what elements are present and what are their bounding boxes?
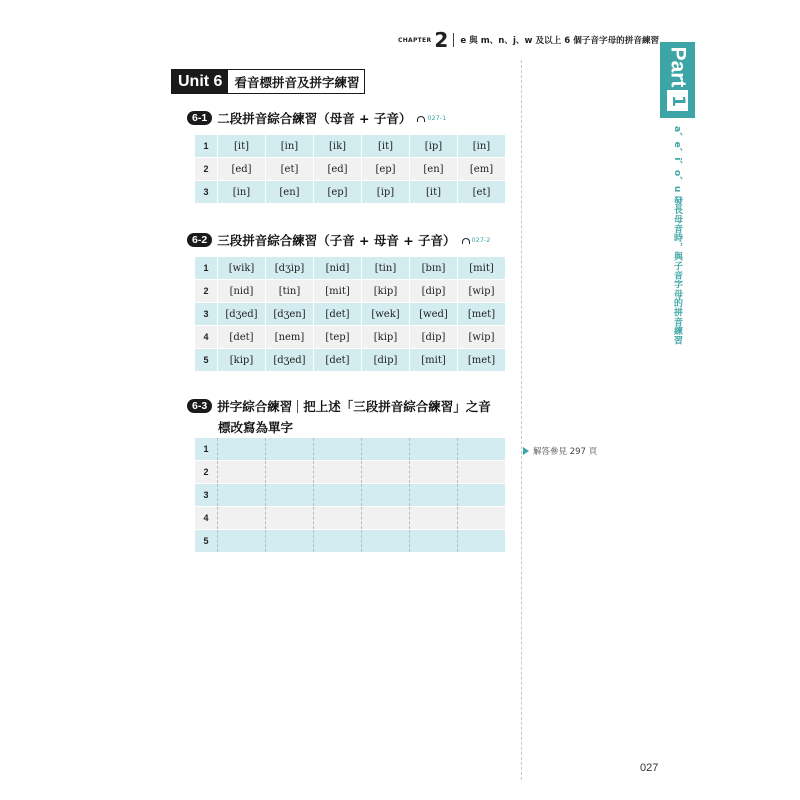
table-row [195,158,505,181]
headphone-icon [417,116,425,122]
section-badge: 6-3 [187,399,212,413]
row-number: 4 [195,326,218,349]
phonetic-cell: [it] [362,135,410,158]
phonetic-cell: [ep] [362,158,410,181]
unit-title: 看音標拼音及拼字練習 [234,74,360,90]
answer-cell[interactable] [410,530,458,553]
triangle-icon [523,447,529,455]
phonetic-cell: [dʒed] [266,349,314,372]
answer-cell[interactable] [458,530,506,553]
phonetic-cell: [bɪn] [410,257,458,280]
headphone-icon [462,238,470,244]
answer-reference-text: 解答參見 297 頁 [533,447,598,457]
section-badge: 6-2 [187,233,212,247]
phonetic-cell: [dʒip] [266,257,314,280]
chapter-separator [453,33,454,47]
phonetic-cell: [dip] [410,280,458,303]
phonetic-cell: [en] [266,181,314,204]
phonetic-cell: [tep] [314,326,362,349]
table-row [195,484,505,507]
phonetic-cell: [et] [266,158,314,181]
chapter-word: CHAPTER [398,36,432,44]
phonetic-cell: [det] [314,349,362,372]
section-6-2-heading [187,231,490,249]
row-number: 2 [195,280,218,303]
phonetic-cell: [dʒed] [218,303,266,326]
answer-cell[interactable] [410,438,458,461]
answer-cell[interactable] [314,530,362,553]
answer-cell[interactable] [362,507,410,530]
answer-reference [523,445,597,457]
table-row [195,507,505,530]
part-word: Part [666,46,690,88]
phonetic-cell: [kip] [218,349,266,372]
answer-cell[interactable] [314,461,362,484]
answer-cell[interactable] [362,438,410,461]
phonetic-cell: [en] [410,158,458,181]
phonetic-cell: [wek] [362,303,410,326]
phonetic-cell: [tin] [362,257,410,280]
answer-cell[interactable] [218,438,266,461]
phonetic-cell: [nid] [314,257,362,280]
track-number: 027-2 [471,236,491,244]
table-row [195,303,505,326]
row-number: 4 [195,507,218,530]
answer-cell[interactable] [410,484,458,507]
table-row [195,530,505,553]
phonetic-cell: [det] [218,326,266,349]
answer-cell[interactable] [218,507,266,530]
phonetic-cell: [mit] [458,257,506,280]
track-number: 027-1 [427,114,447,122]
phonetic-cell: [dip] [362,349,410,372]
page-divider [521,60,522,780]
table-row [195,181,505,204]
phonetic-cell: [det] [314,303,362,326]
table-row [195,438,505,461]
phonetic-cell: [ip] [362,181,410,204]
phonetic-cell: [in] [218,181,266,204]
answer-cell[interactable] [410,461,458,484]
section-6-1-heading [187,109,446,127]
answer-cell[interactable] [458,507,506,530]
phonetic-cell: [ip] [410,135,458,158]
chapter-number: 2 [434,28,449,52]
phonetic-cell: [nem] [266,326,314,349]
unit-heading [171,69,365,94]
phonetic-cell: [ed] [314,158,362,181]
title-separator [297,400,298,413]
section-subtitle-line2: 標改寫為單字 [218,420,294,435]
answer-cell[interactable] [266,461,314,484]
row-number: 1 [195,135,218,158]
answer-cell[interactable] [266,530,314,553]
phonetic-cell: [et] [458,181,506,204]
phonetic-cell: [met] [458,303,506,326]
phonetic-cell: [met] [458,349,506,372]
three-part-phonics-table [195,257,505,371]
phonetic-cell: [mit] [410,349,458,372]
phonetic-cell: [ep] [314,181,362,204]
phonetic-cell: [it] [410,181,458,204]
answer-cell[interactable] [362,484,410,507]
section-badge: 6-1 [187,111,212,125]
answer-cell[interactable] [458,484,506,507]
audio-track[interactable] [462,236,491,244]
answer-cell[interactable] [314,438,362,461]
part-number: 1 [667,90,688,111]
phonetic-cell: [wip] [458,326,506,349]
part-side-title: a、e、i、o、u 發長母音時，與子音字母的拼音練習 [672,126,682,345]
answer-cell[interactable] [218,461,266,484]
phonetic-cell: [wed] [410,303,458,326]
chapter-title: e 與 m、n、j、w 及以上 6 個子音字母的拼音練習 [460,36,660,46]
answer-cell[interactable] [266,507,314,530]
unit-label: Unit 6 [172,70,228,93]
answer-cell[interactable] [218,530,266,553]
row-number: 2 [195,461,218,484]
phonetic-cell: [in] [458,135,506,158]
phonetic-cell: [kip] [362,326,410,349]
phonetic-cell: [wik] [218,257,266,280]
answer-cell[interactable] [314,507,362,530]
phonetic-cell: [it] [218,135,266,158]
two-part-phonics-table [195,135,505,203]
section-subtitle: 把上述「三段拼音綜合練習」之音 [303,399,491,414]
audio-track[interactable] [417,114,446,122]
answer-cell[interactable] [362,530,410,553]
table-row [195,461,505,484]
answer-cell[interactable] [314,484,362,507]
row-number: 3 [195,303,218,326]
row-number: 5 [195,530,218,553]
phonetic-cell: [dʒen] [266,303,314,326]
phonetic-cell: [em] [458,158,506,181]
phonetic-cell: [mit] [314,280,362,303]
phonetic-cell: [dip] [410,326,458,349]
answer-cell[interactable] [362,461,410,484]
phonetic-cell: [ed] [218,158,266,181]
row-number: 3 [195,484,218,507]
phonetic-cell: [in] [266,135,314,158]
phonetic-cell: [wip] [458,280,506,303]
chapter-header [398,29,659,51]
row-number: 5 [195,349,218,372]
table-row [195,349,505,372]
table-row [195,257,505,280]
answer-cell[interactable] [410,507,458,530]
answer-cell[interactable] [458,438,506,461]
answer-cell[interactable] [458,461,506,484]
section-title: 三段拼音綜合練習（子音 + 母音 + 子音） [217,233,456,248]
row-number: 2 [195,158,218,181]
phonetic-cell: [kip] [362,280,410,303]
spelling-answer-table [195,438,505,552]
phonetic-cell: [nid] [218,280,266,303]
answer-cell[interactable] [266,484,314,507]
section-title: 二段拼音綜合練習（母音 + 子音） [217,111,412,126]
section-6-3-heading [187,397,517,436]
row-number: 1 [195,257,218,280]
table-row [195,280,505,303]
section-title: 拼字綜合練習 [217,399,293,414]
page-number: 027 [640,762,659,774]
table-row [195,326,505,349]
phonetic-cell: [tin] [266,280,314,303]
answer-cell[interactable] [266,438,314,461]
row-number: 1 [195,438,218,461]
phonetic-cell: [ik] [314,135,362,158]
answer-cell[interactable] [218,484,266,507]
table-row [195,135,505,158]
row-number: 3 [195,181,218,204]
